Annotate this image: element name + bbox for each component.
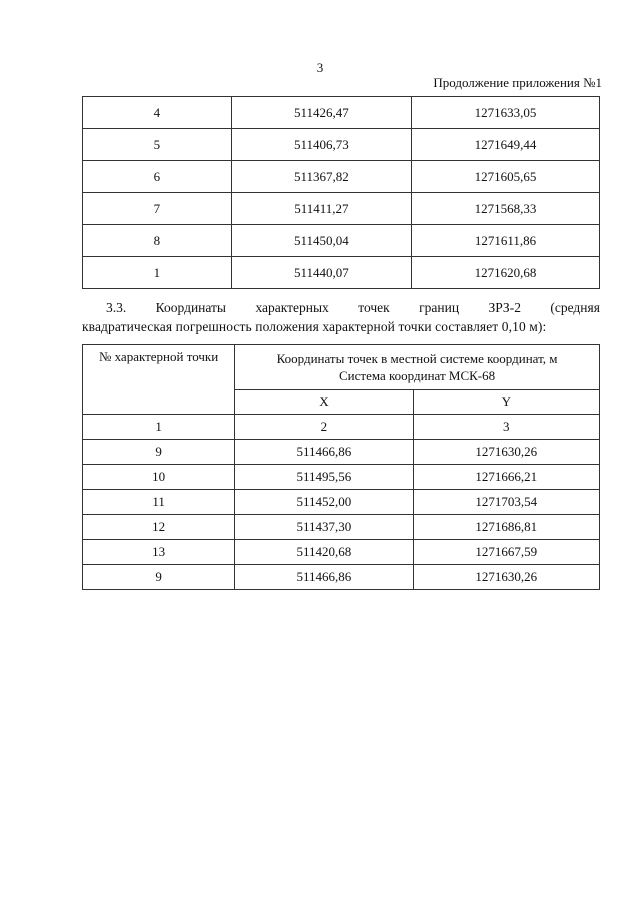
table-row: [83, 97, 600, 129]
table-row: [83, 490, 600, 515]
y-header: Y: [413, 390, 599, 415]
point-number-cell: 1: [83, 257, 232, 289]
x-coordinate-cell: 511440,07: [231, 257, 411, 289]
section-number: 3.3.: [106, 300, 127, 315]
x-coordinate-cell: 511426,47: [231, 97, 411, 129]
point-number-cell: 13: [83, 540, 235, 565]
point-number-cell: 10: [83, 465, 235, 490]
point-number-cell: 5: [83, 129, 232, 161]
x-header: X: [235, 390, 413, 415]
section-3-3-paragraph: [82, 298, 600, 336]
x-coordinate-cell: 511406,73: [231, 129, 411, 161]
x-coordinate-cell: 511437,30: [235, 515, 413, 540]
paragraph-line-2: квадратическая погрешность положения характерной точки составляет 0,10 м):: [82, 319, 547, 334]
table-row: [83, 225, 600, 257]
paragraph-word: границ: [419, 300, 460, 315]
table-row: [83, 540, 600, 565]
y-coordinate-cell: 1271649,44: [411, 129, 599, 161]
x-coordinate-cell: 511420,68: [235, 540, 413, 565]
table-row: [83, 193, 600, 225]
y-coordinate-cell: 1271703,54: [413, 490, 599, 515]
paragraph-word: характерных: [255, 300, 329, 315]
point-number-cell: 11: [83, 490, 235, 515]
point-number-cell: 12: [83, 515, 235, 540]
point-number-cell: 4: [83, 97, 232, 129]
x-coordinate-cell: 511466,86: [235, 440, 413, 465]
paragraph-word: точек: [358, 300, 390, 315]
column-number: 3: [413, 415, 599, 440]
table-row: [83, 465, 600, 490]
x-coordinate-cell: 511411,27: [231, 193, 411, 225]
table-header-row: [83, 345, 600, 390]
x-coordinate-cell: 511367,82: [231, 161, 411, 193]
paragraph-line-1: [82, 298, 600, 317]
coordinates-header-line-1: Координаты точек в местной системе координат, м: [276, 351, 558, 366]
zrz-2-coordinates-table: [82, 344, 600, 590]
x-coordinate-cell: 511466,86: [235, 565, 413, 590]
point-number-cell: 9: [83, 440, 235, 465]
y-coordinate-cell: 1271605,65: [411, 161, 599, 193]
column-number: 1: [83, 415, 235, 440]
coordinates-table-continued: [82, 96, 600, 289]
point-number-cell: 7: [83, 193, 232, 225]
x-coordinate-cell: 511452,00: [235, 490, 413, 515]
coordinates-header-line-2: Система координат МСК-68: [339, 368, 496, 383]
x-coordinate-cell: 511495,56: [235, 465, 413, 490]
paragraph-word: (средняя: [550, 300, 600, 315]
column-number: 2: [235, 415, 413, 440]
table-row: [83, 257, 600, 289]
y-coordinate-cell: 1271611,86: [411, 225, 599, 257]
paragraph-word: Координаты: [155, 300, 227, 315]
table-row: [83, 161, 600, 193]
y-coordinate-cell: 1271633,05: [411, 97, 599, 129]
x-coordinate-cell: 511450,04: [231, 225, 411, 257]
point-number-header: № характерной точки: [83, 345, 235, 415]
y-coordinate-cell: 1271630,26: [413, 565, 599, 590]
y-coordinate-cell: 1271666,21: [413, 465, 599, 490]
point-number-cell: 6: [83, 161, 232, 193]
y-coordinate-cell: 1271620,68: [411, 257, 599, 289]
table-row: [83, 129, 600, 161]
coordinates-header: [235, 345, 600, 390]
table-row: [83, 515, 600, 540]
continuation-note: Продолжение приложения №1: [433, 75, 602, 90]
table-row: [83, 440, 600, 465]
point-number-cell: 8: [83, 225, 232, 257]
y-coordinate-cell: 1271667,59: [413, 540, 599, 565]
y-coordinate-cell: 1271686,81: [413, 515, 599, 540]
paragraph-word: ЗРЗ-2: [488, 300, 521, 315]
y-coordinate-cell: 1271568,33: [411, 193, 599, 225]
column-numbering-row: [83, 415, 600, 440]
page-number: 3: [316, 60, 324, 75]
point-number-cell: 9: [83, 565, 235, 590]
y-coordinate-cell: 1271630,26: [413, 440, 599, 465]
table-row: [83, 565, 600, 590]
